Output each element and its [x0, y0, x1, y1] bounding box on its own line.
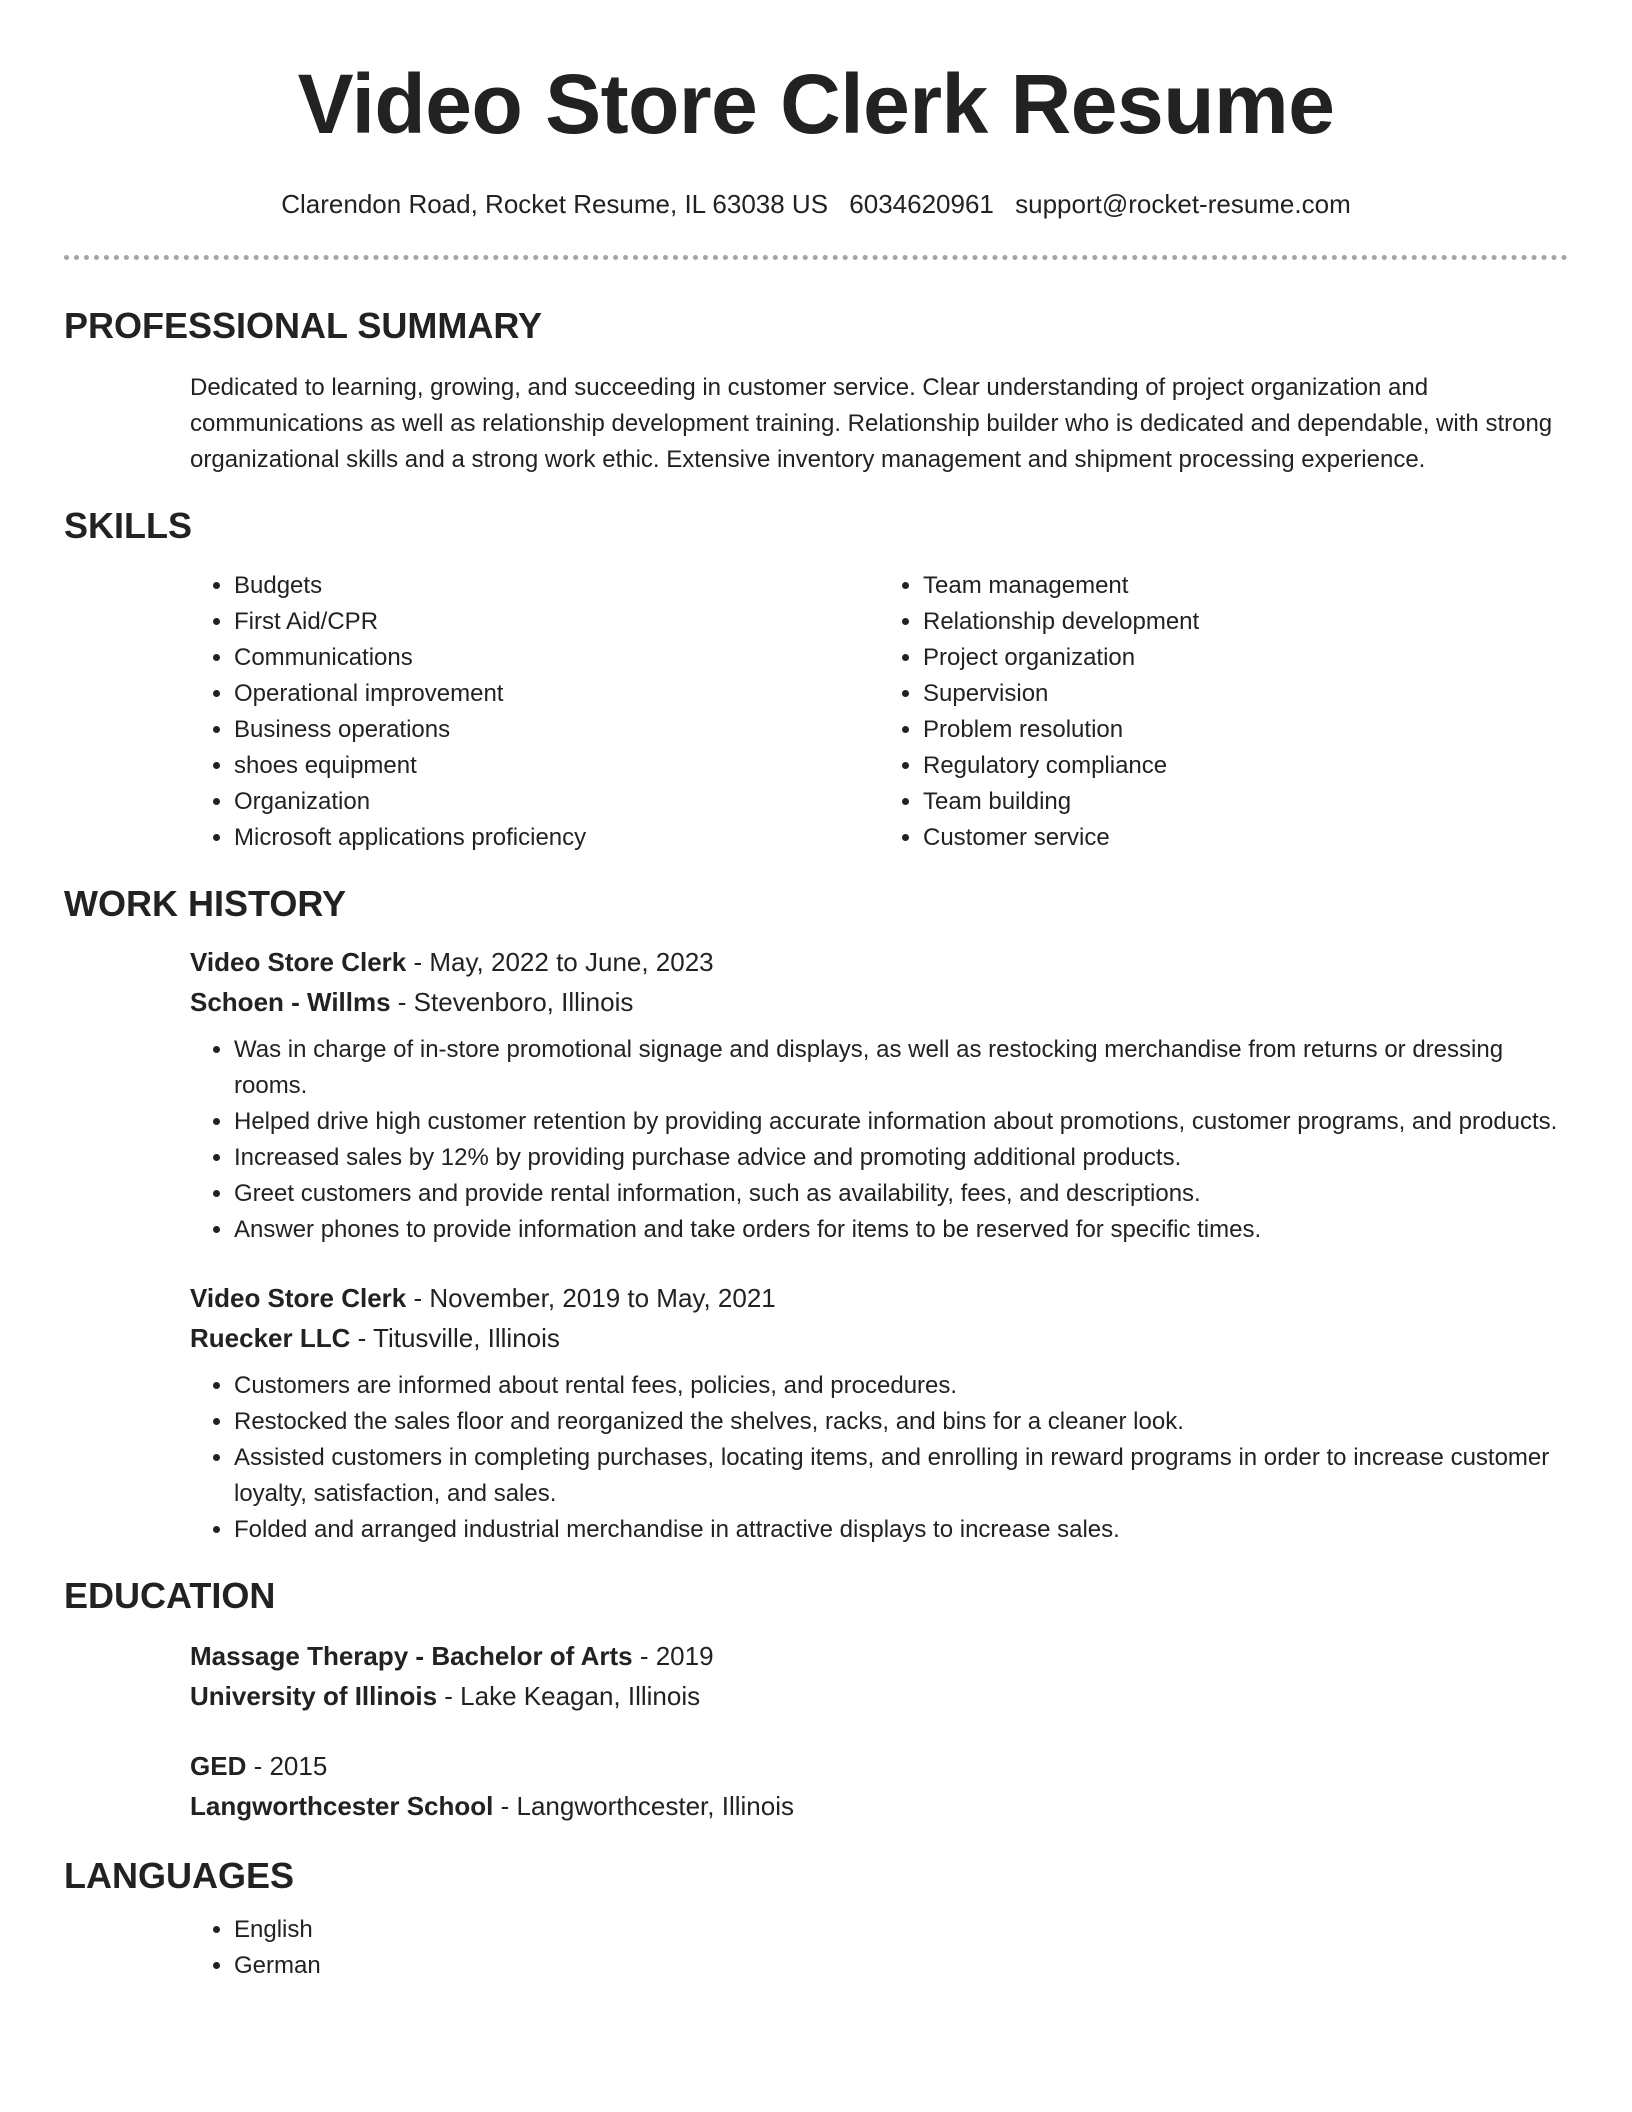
skill-item: • First Aid/CPR: [234, 604, 879, 640]
skill-item: • Customer service: [923, 820, 1568, 856]
job-bullet: • Answer phones to provide information and take orders for items to be reserved for specific times.: [234, 1212, 1568, 1248]
summary-text: Dedicated to learning, growing, and succeeding in customer service. Clear understanding of project organization and communications as well as relationship development training. Relationship builder who is dedicated and dependable, with strong organizational skills and a strong work ethic. Extensive inventory management and shipment processing experience.: [190, 374, 1553, 473]
skill-item: • Relationship development: [923, 604, 1568, 640]
skill-item: • Regulatory compliance: [923, 748, 1568, 784]
skill-item: • Microsoft applications proficiency: [234, 820, 879, 856]
skill-item: • Team building: [923, 784, 1568, 820]
education-location: - Langworthcester, Illinois: [493, 1791, 794, 1821]
job-entry: [190, 942, 1568, 1248]
job-company-line: [190, 1318, 1568, 1358]
languages-list: [190, 1912, 1568, 1984]
skill-item: • Supervision: [923, 676, 1568, 712]
job-bullet: • Helped drive high customer retention by providing accurate information about promotions, customer programs, and products.: [234, 1104, 1568, 1140]
skills-heading: SKILLS: [64, 505, 193, 546]
job-location: - Stevenboro, Illinois: [390, 987, 634, 1017]
job-title-line: [190, 1278, 1568, 1318]
job-bullet: • Increased sales by 12% by providing purchase advice and promoting additional products.: [234, 1140, 1568, 1176]
job-bullet: • Greet customers and provide rental information, such as availability, fees, and descriptions.: [234, 1176, 1568, 1212]
job-bullet: • Was in charge of in-store promotional signage and displays, as well as restocking merchandise from returns or dressing rooms.: [234, 1032, 1568, 1104]
contact-email: support@rocket-resume.com: [1015, 189, 1351, 219]
job-bullet: • Customers are informed about rental fees, policies, and procedures.: [234, 1368, 1568, 1404]
contact-line: [64, 186, 1568, 222]
job-dates: - November, 2019 to May, 2021: [406, 1283, 776, 1313]
job-company-line: [190, 982, 1568, 1022]
job-bullet: • Assisted customers in completing purchases, locating items, and enrolling in reward programs in order to increase customer loyalty, satisfaction, and sales.: [234, 1440, 1568, 1512]
education-entry: [190, 1636, 1568, 1716]
job-bullet: • Restocked the sales floor and reorganized the shelves, racks, and bins for a cleaner look.: [234, 1404, 1568, 1440]
skill-item: • Business operations: [234, 712, 879, 748]
education-school-line: [190, 1676, 1568, 1716]
education-year: - 2015: [246, 1751, 328, 1781]
contact-phone: 6034620961: [849, 189, 994, 219]
skill-item: • Budgets: [234, 568, 879, 604]
job-dates: - May, 2022 to June, 2023: [406, 947, 714, 977]
education-heading: EDUCATION: [64, 1575, 276, 1616]
education-entry: [190, 1746, 1568, 1826]
job-company: Schoen - Willms: [190, 987, 391, 1017]
job-title: Video Store Clerk: [190, 947, 407, 977]
languages-heading: LANGUAGES: [64, 1855, 295, 1896]
skills-column-right: [879, 568, 1568, 856]
job-title: Video Store Clerk: [190, 1283, 407, 1313]
job-company: Ruecker LLC: [190, 1323, 351, 1353]
contact-address: Clarendon Road, Rocket Resume, IL 63038 US: [281, 189, 829, 219]
education-degree-line: [190, 1746, 1568, 1786]
job-title-line: [190, 942, 1568, 982]
education-degree: GED: [190, 1751, 247, 1781]
skill-item: • Project organization: [923, 640, 1568, 676]
education-degree: Massage Therapy - Bachelor of Arts: [190, 1641, 633, 1671]
header-divider: [64, 255, 1568, 260]
language-item: • English: [234, 1912, 1568, 1948]
skill-item: • Team management: [923, 568, 1568, 604]
job-location: - Titusville, Illinois: [350, 1323, 560, 1353]
skills-grid: [190, 568, 1568, 856]
job-entry: [190, 1278, 1568, 1548]
skill-item: • Operational improvement: [234, 676, 879, 712]
work-history-heading: WORK HISTORY: [64, 883, 347, 924]
skill-item: • Problem resolution: [923, 712, 1568, 748]
summary-heading: PROFESSIONAL SUMMARY: [64, 305, 543, 346]
job-bullet: • Folded and arranged industrial merchandise in attractive displays to increase sales.: [234, 1512, 1568, 1548]
skill-item: • Organization: [234, 784, 879, 820]
education-degree-line: [190, 1636, 1568, 1676]
education-school-line: [190, 1786, 1568, 1826]
education-location: - Lake Keagan, Illinois: [437, 1681, 701, 1711]
skill-item: • shoes equipment: [234, 748, 879, 784]
job-bullets: [190, 1368, 1568, 1548]
language-item: • German: [234, 1948, 1568, 1984]
resume-title: Video Store Clerk Resume: [297, 57, 1335, 151]
skills-column-left: [190, 568, 879, 856]
education-year: - 2019: [632, 1641, 714, 1671]
education-school: Langworthcester School: [190, 1791, 494, 1821]
job-bullets: [190, 1032, 1568, 1248]
education-school: University of Illinois: [190, 1681, 438, 1711]
skill-item: • Communications: [234, 640, 879, 676]
